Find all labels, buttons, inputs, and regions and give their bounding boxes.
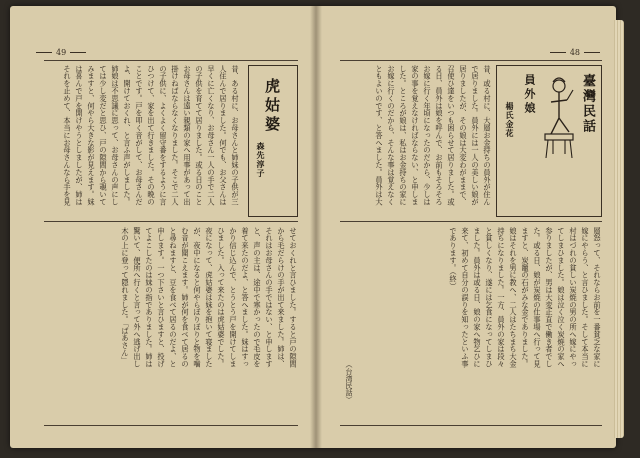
text-column: は喜んで戸を開けやうとしましたが、姉は bbox=[75, 65, 84, 206]
story-author: 森先淳子 bbox=[256, 142, 266, 178]
text-column: それはお母さんの手ではない、と申します bbox=[265, 227, 274, 368]
left-title-box bbox=[248, 65, 298, 217]
text-column: 嫁にやらう、と言ひました。そして本当に bbox=[581, 227, 590, 368]
right-page-number bbox=[550, 48, 600, 57]
text-column: 夜になって、虎姑婆は妹を抱いて寝ました bbox=[205, 227, 214, 368]
left-lower-text bbox=[44, 227, 298, 421]
text-column: 娘はそれを男に教へ、二人はたちまち大金 bbox=[509, 227, 518, 368]
text-column: と尋ねますと、豆を食べて居るのだよ、と bbox=[169, 227, 178, 368]
story-title-right: 員外娘 bbox=[523, 74, 536, 116]
story-title: 虎姑婆 bbox=[263, 78, 281, 135]
text-column: ますと、炭竈の石がみな金でありました。 bbox=[521, 227, 530, 368]
text-column: ともよいのです、と答へました。員外は大 bbox=[375, 65, 384, 206]
text-column: た。或る日、娘が炭焼の仕事場へ行って見 bbox=[533, 227, 542, 368]
text-column: 家の事を覚えなければならない、と申しま bbox=[411, 65, 420, 206]
left-page bbox=[10, 6, 310, 448]
text-column: 早くに亡くなり、お母さん一人の手で二人 bbox=[207, 65, 216, 206]
text-column: 参りましたが、男は大変正直で働き者でし bbox=[545, 227, 554, 368]
text-column: 人住んで居りました。何でも、お父さんは bbox=[219, 65, 228, 206]
left-text-block bbox=[44, 60, 298, 426]
text-column: が、夜中になると何やらぼりぼりと物を噛 bbox=[193, 227, 202, 368]
text-column: 層怒って、それならお前を一番貧乏な家に bbox=[593, 227, 602, 368]
text-column: む音が聞こえます。姉が何を食べて居るの bbox=[181, 227, 190, 368]
text-column: 来て、初めて自分の誤りを知ったといふ事 bbox=[461, 227, 470, 368]
text-column: 掛けねばならなくなりました。そこで二人 bbox=[171, 65, 180, 206]
text-column: 召使ひ達をいつも困らせて居りました。或 bbox=[447, 65, 456, 206]
text-column: 昔、ある村に、お母さんと姉妹の子供が三 bbox=[231, 65, 240, 206]
text-column: 持ちになりました。一方、員外の家は段々 bbox=[497, 227, 506, 368]
right-text-block bbox=[340, 60, 602, 426]
text-column: みますと、何やら大きな影が見えます。妹 bbox=[87, 65, 96, 206]
left-divider bbox=[44, 221, 298, 222]
text-column: で居りました。員外には一人の美しい娘が bbox=[471, 65, 480, 206]
text-column: 申します。一つ下さいと言ひますと、投げ bbox=[157, 227, 166, 368]
text-column: 着て来たのだよ、と答へました。妹はすっ bbox=[241, 227, 250, 368]
text-column: 姉娘は不思議に思って、お母さんの声にし bbox=[111, 65, 120, 206]
text-column: お嫁に行くのだから、そんな事は覚えなく bbox=[387, 65, 396, 206]
text-column: お嫁に行く年頃になったのだから、少しは bbox=[423, 65, 432, 206]
text-column: と、声の主は、途中で寒かったので毛皮を bbox=[253, 227, 262, 368]
text-column: の子供を育てて居りました。或る日のこと bbox=[195, 65, 204, 206]
text-column: る日、員外は娘を呼んで、お前もそろそろ bbox=[435, 65, 444, 206]
text-column: せておくれと言ひました。すると戸の隙間 bbox=[289, 227, 298, 368]
right-page bbox=[322, 6, 616, 448]
text-column: 村はづれの貧しい炭焼の男の所へ嫁にやっ bbox=[569, 227, 578, 368]
left-upper-text bbox=[44, 65, 240, 217]
text-column: ました。員外は或る日、娘の家へ物乞ひに bbox=[473, 227, 482, 368]
text-column: した。ところが娘は、私はお金持ちの家に bbox=[399, 65, 408, 206]
text-column: それを止めて、本当にお母さんなら手を見 bbox=[63, 65, 72, 206]
text-column: よ、開けておくれ、と言ふ声がしました。 bbox=[123, 65, 132, 206]
text-column: ひつけて、家を出て行きました。その晩の bbox=[147, 65, 156, 206]
story-credit: （台湾民話） bbox=[345, 361, 353, 403]
text-column: から毛だらけの手が出て来ました。姉は、 bbox=[277, 227, 286, 368]
text-column: 驚いて、便所へ行くと言って外へ逃げ出し bbox=[133, 227, 142, 368]
text-column: 居りましたが、その娘は大変わがままで、 bbox=[459, 65, 468, 206]
storyteller-illustration bbox=[539, 74, 579, 162]
right-page-number-text: 48 bbox=[569, 48, 580, 57]
text-column: ことです。戸を叩く音がして、お母さんだ bbox=[135, 65, 144, 206]
text-column: 昔、或る村に、大層お金持ちの員外が住ん bbox=[483, 65, 492, 206]
text-column: ひました。入って来たのは虎姑婆でした。 bbox=[217, 227, 226, 368]
left-page-number-text: 49 bbox=[56, 48, 67, 57]
open-magazine-spread bbox=[10, 6, 616, 448]
right-lower-text bbox=[340, 227, 602, 421]
text-column: と貧しくなり、遂には乞食になってしまひ bbox=[485, 227, 494, 368]
book-gutter bbox=[310, 6, 322, 448]
text-column: の子供に、よくよく留守番をするように言 bbox=[159, 65, 168, 206]
right-upper-text bbox=[340, 65, 492, 217]
text-column: ては少し変だと思ひ、戸の隙間から覗いて bbox=[99, 65, 108, 206]
series-heading: 臺灣民話 bbox=[580, 74, 595, 134]
text-column: 木の上に登って隠れました。「ばあさん」 bbox=[121, 227, 130, 364]
text-column: かり信じ込んで、とうとう戸を開けてしま bbox=[229, 227, 238, 368]
right-title-box bbox=[496, 65, 602, 217]
text-column: であります。（終） bbox=[449, 227, 458, 290]
right-divider bbox=[340, 221, 602, 222]
story-author-right: 楊氏金花 bbox=[505, 102, 515, 138]
text-column: てしまひました。娘は泣く泣く炭焼の家へ bbox=[557, 227, 566, 368]
left-page-number bbox=[36, 48, 86, 57]
text-column: お母さんは遠い親類の家へ用事があって出 bbox=[183, 65, 192, 206]
text-column: てよこしたのは妹の指でありました。姉は bbox=[145, 227, 154, 368]
